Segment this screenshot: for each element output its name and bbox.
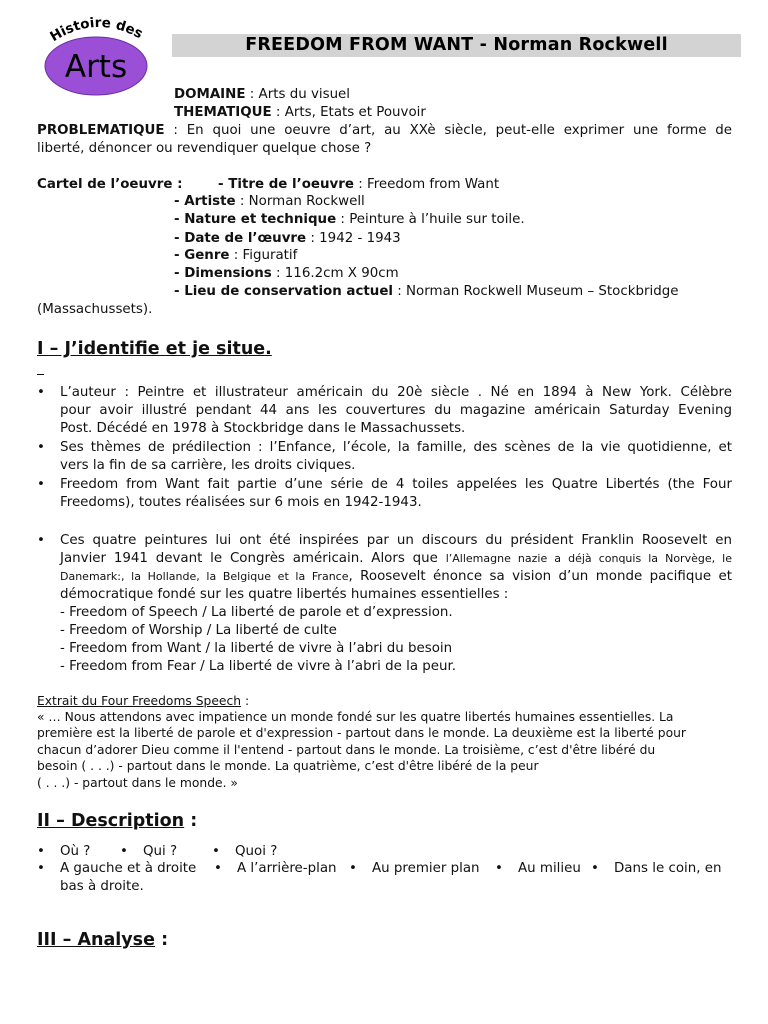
logo-top-text: Histoire des — [47, 16, 146, 46]
cartel-label: Cartel de l’oeuvre : — [37, 177, 183, 192]
problematique-line-2: liberté, dénoncer ou revendiquer quelque chose ? — [37, 141, 372, 156]
logo-graphic — [42, 16, 150, 98]
cartel-continuation: (Massachussets). — [37, 302, 153, 317]
desc-quoi: • Quoi ? — [235, 843, 277, 860]
cartel-item-label: - Lieu de conservation actuel — [174, 284, 394, 299]
cartel-item-label: - Artiste — [174, 194, 236, 209]
bullet-auteur-1: • L’auteur : Peintre et illustrateur américain du 20è siècle . Né en 1894 à New York. Célèbre — [60, 384, 732, 401]
page-title: FREEDOM FROM WANT - Norman Rockwell — [245, 35, 668, 55]
extrait-line-3: chacun d’adorer Dieu comme il l'entend - partout dans le monde. La troisième, c’est d'être libéré du — [37, 743, 656, 757]
thematique-line — [174, 104, 426, 121]
extrait-line-2: première est la liberté de parole et d'expression - partout dans le monde. La deuxième est la liberté pour — [37, 726, 686, 740]
cartel-item-date — [174, 230, 401, 247]
section-2-heading: II – Description — [37, 811, 185, 831]
bullet-discours-1: • Ces quatre peintures lui ont été inspirées par un discours du président Franklin Roosevelt en — [60, 532, 732, 549]
cartel-item-value: : Peinture à l’huile sur toile. — [336, 212, 525, 227]
desc-premier-plan: • Au premier plan — [372, 860, 480, 877]
cartel-item-label: - Date de l’œuvre — [174, 231, 307, 246]
desc-ou: • Où ? — [60, 843, 90, 860]
section-1-heading: I – J’identifie et je situe. — [37, 339, 272, 359]
extrait-label: Extrait du Four Freedoms Speech — [37, 694, 242, 708]
discours-text: , Roosevelt énonce sa vision d’un monde pacifique et — [348, 569, 732, 584]
section-2-heading-line — [37, 810, 197, 832]
problematique-text-1: : En quoi une oeuvre d’art, au XXè siècle, peut-elle exprimer une forme de — [164, 123, 732, 138]
extrait-colon: : — [241, 694, 250, 708]
thematique-label: THEMATIQUE — [174, 105, 272, 120]
domaine-line — [174, 86, 350, 103]
cartel-item-lieu — [174, 283, 678, 300]
cartel-item-label: - Genre — [174, 248, 230, 263]
title-bar — [172, 34, 741, 57]
bullet-auteur-2: pour avoir illustré pendant 44 ans les couvertures du magazine américain Saturday Evening — [60, 403, 732, 418]
logo-main-text: Arts — [64, 49, 128, 85]
desc-arriere-plan: • A l’arrière-plan — [237, 860, 337, 877]
cartel-item-nature — [174, 211, 525, 228]
freedom-worship: - Freedom of Worship / La liberté de culte — [60, 623, 337, 638]
cartel-item-value: : Norman Rockwell Museum – Stockbridge — [393, 284, 679, 299]
section-3-heading: III – Analyse — [37, 930, 155, 950]
bullet-series-2: Freedoms), toutes réalisées sur 6 mois en 1942-1943. — [60, 495, 422, 510]
cartel-item-genre — [174, 247, 297, 264]
extrait-line-1: « … Nous attendons avec impatience un monde fondé sur les quatre libertés humaines essentielles. La — [37, 710, 674, 724]
freedom-want: - Freedom from Want / la liberté de vivre à l’abri du besoin — [60, 641, 453, 656]
cartel-item-artiste — [174, 193, 365, 210]
desc-qui: • Qui ? — [143, 843, 177, 860]
freedom-speech: - Freedom of Speech / La liberté de parole et d’expression. — [60, 605, 453, 620]
bullet-themes-2: vers la fin de sa carrière, les droits civiques. — [60, 458, 356, 473]
thematique-value: : Arts, Etats et Pouvoir — [271, 105, 426, 120]
cartel-item-value: : 1942 - 1943 — [306, 231, 401, 246]
cartel-item-value: : Figuratif — [229, 248, 298, 263]
desc-milieu: • Au milieu — [518, 860, 581, 877]
freedom-fear: - Freedom from Fear / La liberté de vivre à l’abri de la peur. — [60, 659, 457, 674]
discours-small-text: Danemark:, la Hollande, la Belgique et la France — [60, 570, 349, 583]
bullet-discours-4: démocratique fondé sur les quatre libertés humaines essentielles : — [60, 587, 509, 602]
extrait-line-4: besoin ( . . .) - partout dans le monde. La quatrième, c’est d'être libéré de la peur — [37, 759, 539, 773]
desc-coin-cont: bas à droite. — [60, 879, 144, 894]
desc-coin: • Dans le coin, en — [614, 860, 721, 877]
discours-small-text: l’Allemagne nazie a déjà conquis la Norvège, le — [445, 552, 732, 565]
cartel-item-label: - Nature et technique — [174, 212, 337, 227]
cartel-item-value: : Norman Rockwell — [235, 194, 365, 209]
cartel-item-label: - Dimensions — [174, 266, 272, 281]
histoire-des-arts-logo — [42, 16, 150, 98]
section-3-heading-tail: : — [154, 930, 169, 950]
extrait-line-5: ( . . .) - partout dans le monde. » — [37, 776, 238, 790]
desc-gauche-droite: • A gauche et à droite — [60, 860, 196, 877]
problematique-line-1 — [37, 122, 732, 139]
cartel-item-dimensions — [174, 265, 399, 282]
section-3-heading-line — [37, 929, 168, 951]
discours-text: Janvier 1941 devant le Congrès américain. Alors que — [60, 551, 446, 566]
heading-underline-stub — [37, 374, 44, 375]
bullet-discours-3 — [60, 568, 732, 585]
section-2-heading-tail: : — [184, 811, 198, 831]
extrait-label-line — [37, 693, 249, 709]
bullet-themes-1: • Ses thèmes de prédilection : l’Enfance, l’école, la famille, des scènes de la vie quotidienne, et — [60, 439, 732, 456]
domaine-label: DOMAINE — [174, 87, 246, 102]
domaine-value: : Arts du visuel — [245, 87, 351, 102]
cartel-item-value: : 116.2cm X 90cm — [271, 266, 399, 281]
cartel-item-titre — [218, 176, 499, 193]
problematique-label: PROBLEMATIQUE — [37, 123, 165, 138]
bullet-discours-2 — [60, 550, 732, 567]
bullet-auteur-3: Post. Décédé en 1978 à Stockbridge dans le Massachussets. — [60, 421, 466, 436]
cartel-item-value: : Freedom from Want — [353, 177, 500, 192]
bullet-series-1: • Freedom from Want fait partie d’une série de 4 toiles appelées les Quatre Libertés (the Four — [60, 476, 732, 493]
cartel-item-label: - Titre de l’oeuvre — [218, 177, 354, 192]
